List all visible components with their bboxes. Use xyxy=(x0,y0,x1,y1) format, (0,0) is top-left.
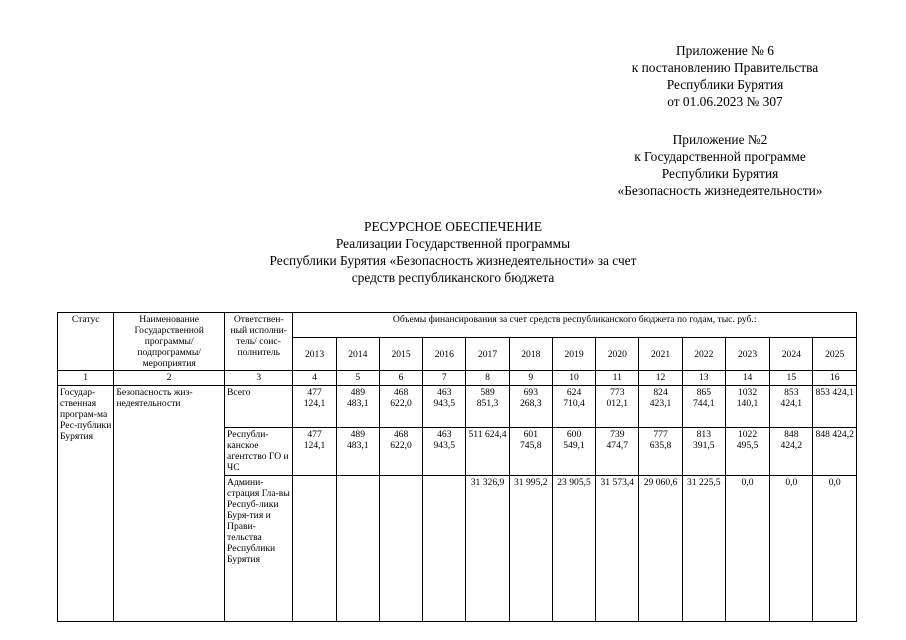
column-number: 2 xyxy=(114,371,225,386)
column-number: 11 xyxy=(596,371,639,386)
column-number: 7 xyxy=(423,371,466,386)
appendix-2-line: Республики Бурятия xyxy=(661,166,779,181)
value-cell xyxy=(293,476,336,622)
funding-header: Объемы финансирования за счет средств республиканского бюджета по годам, тыс. руб.: xyxy=(293,313,857,338)
year-header: 2013 xyxy=(293,338,336,371)
value-cell: 0,0 xyxy=(725,476,769,622)
appendix-2-line: к Государственной программе xyxy=(634,149,806,164)
year-header: 2015 xyxy=(379,338,422,371)
year-header: 2021 xyxy=(639,338,682,371)
column-number-row xyxy=(58,371,857,386)
column-number: 9 xyxy=(509,371,552,386)
appendix-6-block xyxy=(600,42,850,110)
value-cell: 600 549,1 xyxy=(552,428,595,476)
name-header: Наименование Государственной программы/ подпрограммы/ мероприятия xyxy=(114,313,225,371)
responsible-header: Ответствен-ный исполни-тель/ соис-полнитель xyxy=(225,313,293,371)
value-cell: 589 851,3 xyxy=(466,386,509,428)
column-number: 13 xyxy=(682,371,725,386)
year-header: 2018 xyxy=(509,338,552,371)
appendix-2-block xyxy=(590,131,850,199)
year-header: 2016 xyxy=(423,338,466,371)
value-cell: 0,0 xyxy=(813,476,857,622)
title-line: Республики Бурятия «Безопасность жизнедеятельности» за счет xyxy=(269,253,637,268)
column-number: 5 xyxy=(336,371,379,386)
header-row xyxy=(58,313,857,338)
value-cell: 853 424,1 xyxy=(813,386,857,428)
title-line: средств республиканского бюджета xyxy=(351,270,555,285)
value-cell: 463 943,5 xyxy=(423,428,466,476)
appendix-6-line: Приложение № 6 xyxy=(675,43,775,58)
value-cell: 31 573,4 xyxy=(596,476,639,622)
value-cell: 31 995,2 xyxy=(509,476,552,622)
year-header: 2019 xyxy=(552,338,595,371)
value-cell xyxy=(336,476,379,622)
value-cell: 468 622,0 xyxy=(379,386,422,428)
value-cell: 773 012,1 xyxy=(596,386,639,428)
year-header: 2022 xyxy=(682,338,725,371)
column-number: 12 xyxy=(639,371,682,386)
year-header: 2020 xyxy=(596,338,639,371)
value-cell: 848 424,2 xyxy=(770,428,813,476)
value-cell: 468 622,0 xyxy=(379,428,422,476)
value-cell: 1032 140,1 xyxy=(725,386,769,428)
column-number: 14 xyxy=(725,371,769,386)
appendix-6-line: к постановлению Правительства xyxy=(631,60,819,75)
program-name-cell: Безопасность жиз-недеятельности xyxy=(114,386,225,622)
value-cell: 865 744,1 xyxy=(682,386,725,428)
value-cell: 31 225,5 xyxy=(682,476,725,622)
document-title xyxy=(160,218,746,286)
value-cell: 489 483,1 xyxy=(336,428,379,476)
year-header: 2017 xyxy=(466,338,509,371)
value-cell xyxy=(423,476,466,622)
value-cell: 813 391,5 xyxy=(682,428,725,476)
responsible-cell: Всего xyxy=(225,386,293,428)
column-number: 10 xyxy=(552,371,595,386)
status-cell: Государ-ственная програм-ма Рес-публики Бурятия xyxy=(58,386,114,622)
column-number: 16 xyxy=(813,371,857,386)
value-cell: 777 635,8 xyxy=(639,428,682,476)
appendix-6-line: Республики Бурятия xyxy=(666,77,784,92)
value-cell: 693 268,3 xyxy=(509,386,552,428)
title-line: РЕСУРСНОЕ ОБЕСПЕЧЕНИЕ xyxy=(364,219,542,234)
responsible-cell: Республи-канское агентство ГО и ЧС xyxy=(225,428,293,476)
value-cell: 463 943,5 xyxy=(423,386,466,428)
year-header: 2024 xyxy=(770,338,813,371)
value-cell: 29 060,6 xyxy=(639,476,682,622)
status-header: Статус xyxy=(58,313,114,371)
value-cell: 824 423,1 xyxy=(639,386,682,428)
value-cell: 853 424,1 xyxy=(770,386,813,428)
year-header: 2014 xyxy=(336,338,379,371)
column-number: 4 xyxy=(293,371,336,386)
value-cell: 624 710,4 xyxy=(552,386,595,428)
value-cell: 0,0 xyxy=(770,476,813,622)
value-cell: 477 124,1 xyxy=(293,386,336,428)
title-line: Реализации Государственной программы xyxy=(335,236,571,251)
value-cell: 23 905,5 xyxy=(552,476,595,622)
value-cell: 31 326,9 xyxy=(466,476,509,622)
appendix-2-line: «Безопасность жизнедеятельности» xyxy=(617,183,823,198)
appendix-2-line: Приложение №2 xyxy=(672,132,768,147)
column-number: 1 xyxy=(58,371,114,386)
resource-table xyxy=(57,312,857,622)
value-cell: 848 424,2 xyxy=(813,428,857,476)
column-number: 3 xyxy=(225,371,293,386)
value-cell: 739 474,7 xyxy=(596,428,639,476)
value-cell xyxy=(379,476,422,622)
responsible-cell: Админи-страция Гла-вы Респуб-лики Буря-тия и Прави-тельства Республики Бурятия xyxy=(225,476,293,622)
column-number: 6 xyxy=(379,371,422,386)
column-number: 15 xyxy=(770,371,813,386)
value-cell: 511 624,4 xyxy=(466,428,509,476)
value-cell: 489 483,1 xyxy=(336,386,379,428)
appendix-6-line: от 01.06.2023 № 307 xyxy=(667,94,783,109)
table-row-total xyxy=(58,386,857,428)
value-cell: 601 745,8 xyxy=(509,428,552,476)
year-header: 2023 xyxy=(725,338,769,371)
value-cell: 477 124,1 xyxy=(293,428,336,476)
value-cell: 1022 495,5 xyxy=(725,428,769,476)
column-number: 8 xyxy=(466,371,509,386)
year-header: 2025 xyxy=(813,338,857,371)
